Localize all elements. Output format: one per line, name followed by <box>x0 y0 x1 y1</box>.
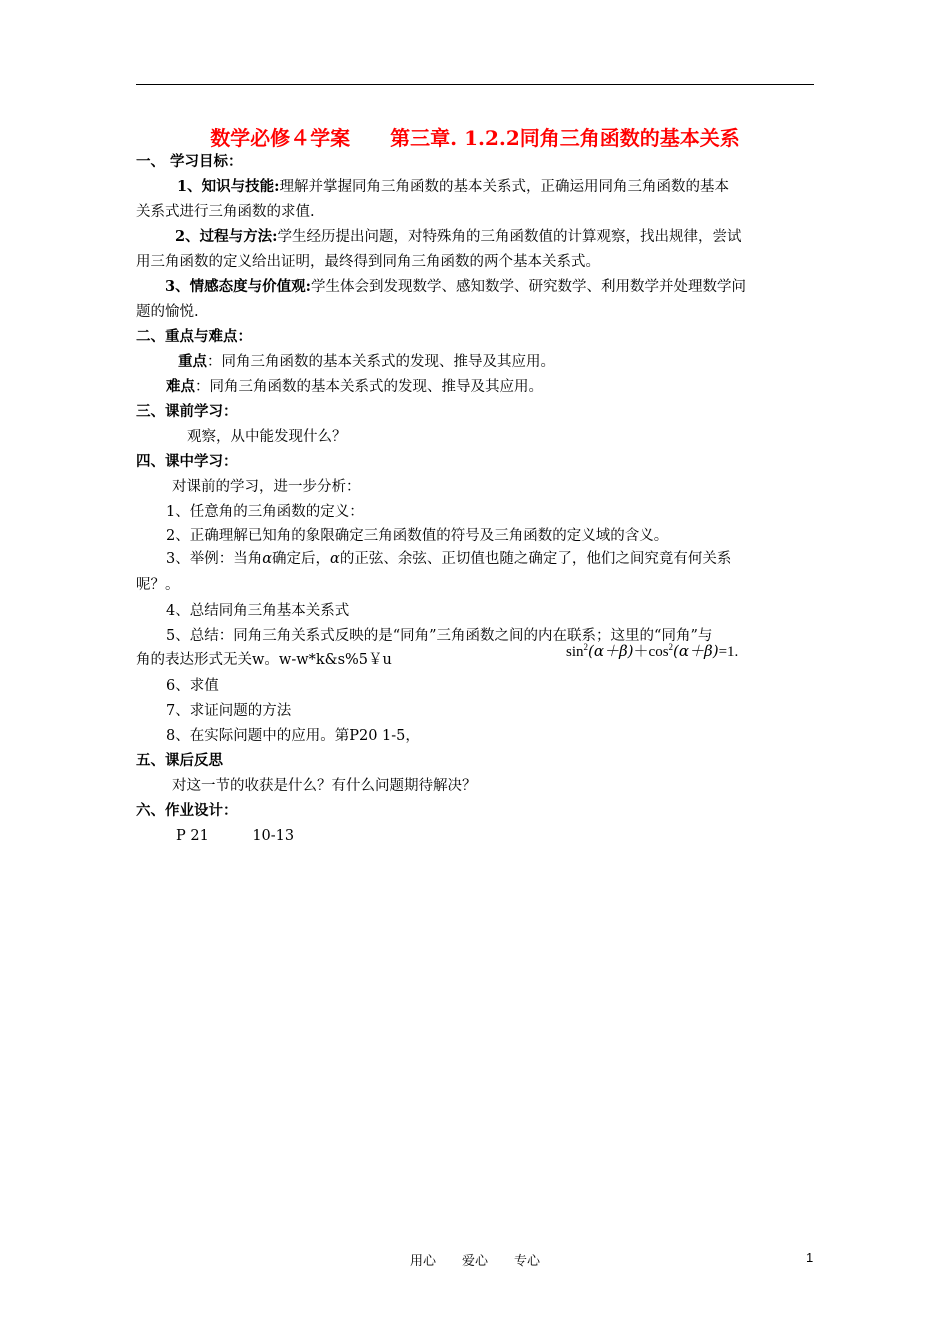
key-point <box>178 352 858 372</box>
difficult-point <box>166 377 846 397</box>
header-rule <box>136 84 814 85</box>
item-7: 7、求证问题的方法 <box>166 703 292 719</box>
formula-cos: cos <box>648 644 669 660</box>
goal-2 <box>175 227 855 247</box>
in-class-intro: 对课前的学习，进一步分析： <box>172 479 361 495</box>
formula-arg: (α＋β) <box>673 642 719 660</box>
formula-end: =1. <box>718 644 739 660</box>
difficult-point-text: ：同角三角函数的基本关系式的发现、推导及其应用。 <box>195 379 543 395</box>
formula-sin: sin <box>566 644 584 660</box>
section-1-heading: 一、 学习目标： <box>136 153 243 170</box>
page-number: 1 <box>806 1250 814 1265</box>
section-4-heading: 四、课中学习： <box>136 453 238 470</box>
goal-3 <box>165 277 845 297</box>
goal-3-cont: 题的愉悦. <box>136 304 199 320</box>
goal-2-cont: 用三角函数的定义给出证明，最终得到同角三角函数的两个基本关系式。 <box>136 254 600 270</box>
section-5-heading: 五、课后反思 <box>136 752 223 769</box>
identity-formula <box>566 640 738 661</box>
formula-arg: (α＋β) <box>588 642 634 660</box>
goal-1-label: 1、知识与技能: <box>177 178 280 195</box>
section-3-heading: 三、课前学习： <box>136 403 238 420</box>
goal-2-label: 2、过程与方法: <box>175 228 278 245</box>
goal-1-cont: 关系式进行三角函数的求值. <box>136 204 315 220</box>
item-5: 5、总结：同角三角关系式反映的是“同角”三角函数之间的内在联系；这里的“同角”与 <box>166 628 713 644</box>
item-3-part-a: 3、举例：当角 <box>166 551 263 567</box>
goal-3-text: 学生体会到发现数学、感知数学、研究数学、利用数学并处理数学问 <box>310 279 746 295</box>
item-3-part-c: 的正弦、余弦、正切值也随之确定了，他们之间究竟有何关系 <box>339 551 732 567</box>
alpha-symbol: α <box>330 551 340 567</box>
page-title: 数学必修４学案 第三章. 1.2.2同角三角函数的基本关系 <box>210 126 740 150</box>
key-point-text: ：同角三角函数的基本关系式的发现、推导及其应用。 <box>207 354 555 370</box>
section-6-heading: 六、作业设计： <box>136 802 238 819</box>
item-3-part-b: 确定后， <box>272 551 331 567</box>
item-3-cont: 呢？。 <box>136 577 180 593</box>
item-1: 1、任意角的三角函数的定义： <box>166 504 364 520</box>
item-3 <box>166 549 846 569</box>
alpha-symbol: α <box>262 551 273 567</box>
section-2-heading: 二、重点与难点： <box>136 328 252 345</box>
difficult-point-label: 难点 <box>166 378 195 395</box>
item-6: 6、求值 <box>166 678 219 694</box>
key-point-label: 重点 <box>178 353 207 370</box>
formula-plus: ＋ <box>633 644 649 660</box>
goal-1 <box>177 177 857 197</box>
reflection-text: 对这一节的收获是什么？有什么问题期待解决？ <box>172 778 477 794</box>
goal-1-text: 理解并掌握同角三角函数的基本关系式，正确运用同角三角函数的基本 <box>279 179 729 195</box>
formula-square: 2 <box>583 642 589 652</box>
pre-study-text: 观察，从中能发现什么？ <box>187 429 347 445</box>
goal-2-text: 学生经历提出问题，对特殊角的三角函数值的计算观察，找出规律，尝试 <box>277 229 742 245</box>
footer-text: 用心 爱心 专心 <box>409 1254 540 1269</box>
item-8: 8、在实际问题中的应用。第P20 1-5， <box>166 728 420 744</box>
goal-3-label: 3、情感态度与价值观: <box>165 278 311 295</box>
item-2: 2、正确理解已知角的象限确定三角函数值的符号及三角函数的定义域的含义。 <box>166 528 669 544</box>
item-5-cont: 角的表达形式无关w。w-w*k&s%5￥u <box>136 652 392 668</box>
formula-square: 2 <box>668 642 674 652</box>
homework-text: P 21 10-13 <box>176 828 295 844</box>
item-4: 4、总结同角三角基本关系式 <box>166 603 350 619</box>
